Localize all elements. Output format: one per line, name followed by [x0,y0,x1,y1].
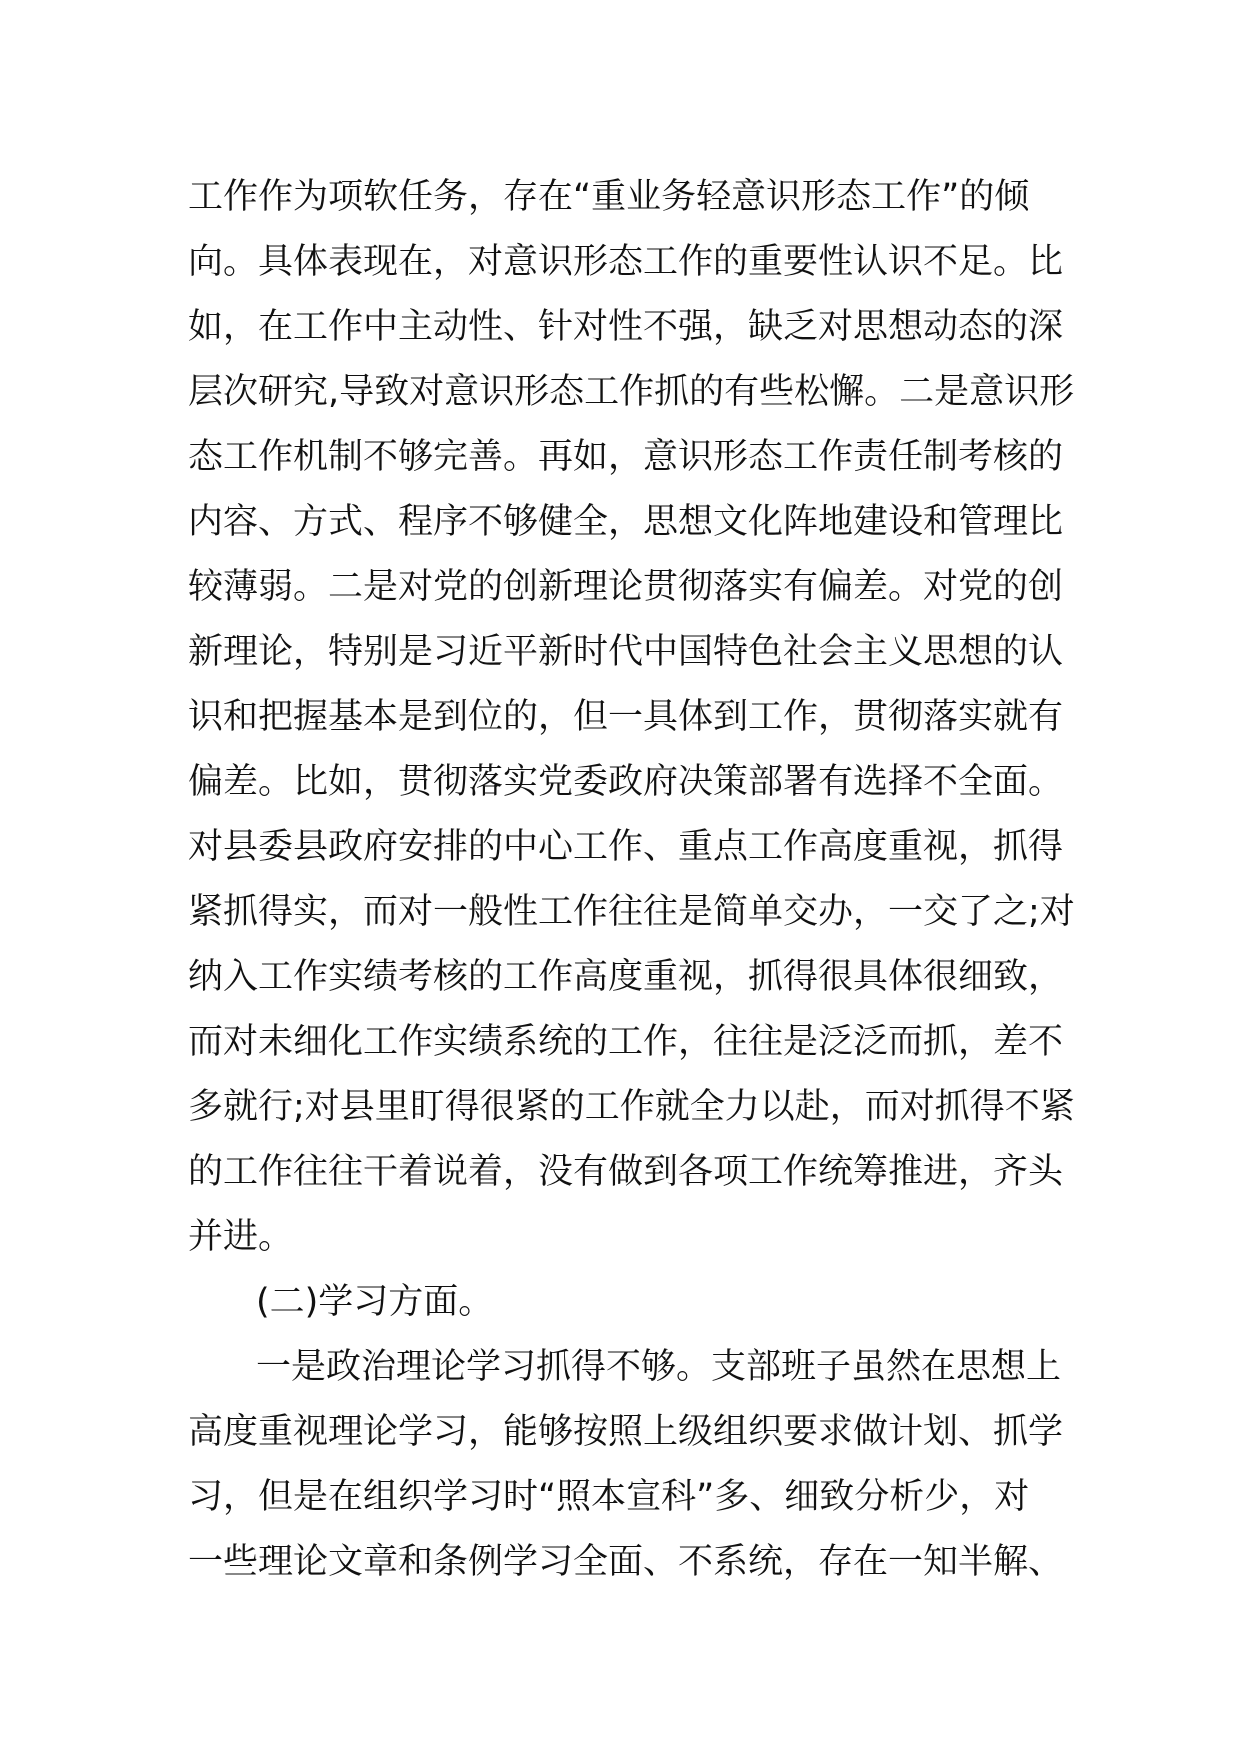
text-line: 识和把握基本是到位的，但一具体到工作，贯彻落实就有 [188,697,1064,737]
text-line: 纳入工作实绩考核的工作高度重视，抓得很具体很细致， [188,957,1064,997]
text-line: 习，但是在组织学习时“照本宣科”多、细致分析少，对 [188,1477,1030,1517]
text-line: 工作作为项软任务，存在“重业务轻意识形态工作”的倾 [188,177,1030,217]
text-line: 一是政治理论学习抓得不够。支部班子虽然在思想上 [256,1347,1062,1387]
text-line: 多就行;对县里盯得很紧的工作就全力以赴，而对抓得不紧 [188,1087,1075,1127]
text-line: 的工作往往干着说着，没有做到各项工作统筹推进，齐头 [188,1152,1064,1192]
text-line: 高度重视理论学习，能够按照上级组织要求做计划、抓学 [188,1412,1064,1452]
text-line: 层次研究,导致对意识形态工作抓的有些松懈。二是意识形 [188,372,1075,412]
text-line: 如，在工作中主动性、针对性不强，缺乏对思想动态的深 [188,307,1064,347]
text-line: 并进。 [188,1217,294,1257]
text-line: 而对未细化工作实绩系统的工作，往往是泛泛而抓，差不 [188,1022,1064,1062]
text-line: 偏差。比如，贯彻落实党委政府决策部署有选择不全面。 [188,762,1064,802]
text-line: 一些理论文章和条例学习全面、不系统，存在一知半解、 [188,1542,1064,1582]
text-line: 新理论，特别是习近平新时代中国特色社会主义思想的认 [188,632,1064,672]
document-body [188,165,1075,1595]
text-line: 向。具体表现在，对意识形态工作的重要性认识不足。比 [188,242,1064,282]
section-heading: (二)学习方面。 [256,1282,494,1322]
text-line: 对县委县政府安排的中心工作、重点工作高度重视，抓得 [188,827,1064,867]
text-line: 紧抓得实，而对一般性工作往往是简单交办，一交了之;对 [188,892,1075,932]
text-line: 较薄弱。二是对党的创新理论贯彻落实有偏差。对党的创 [188,567,1064,607]
text-line: 态工作机制不够完善。再如，意识形态工作责任制考核的 [188,437,1064,477]
text-line: 内容、方式、程序不够健全，思想文化阵地建设和管理比 [188,502,1064,542]
